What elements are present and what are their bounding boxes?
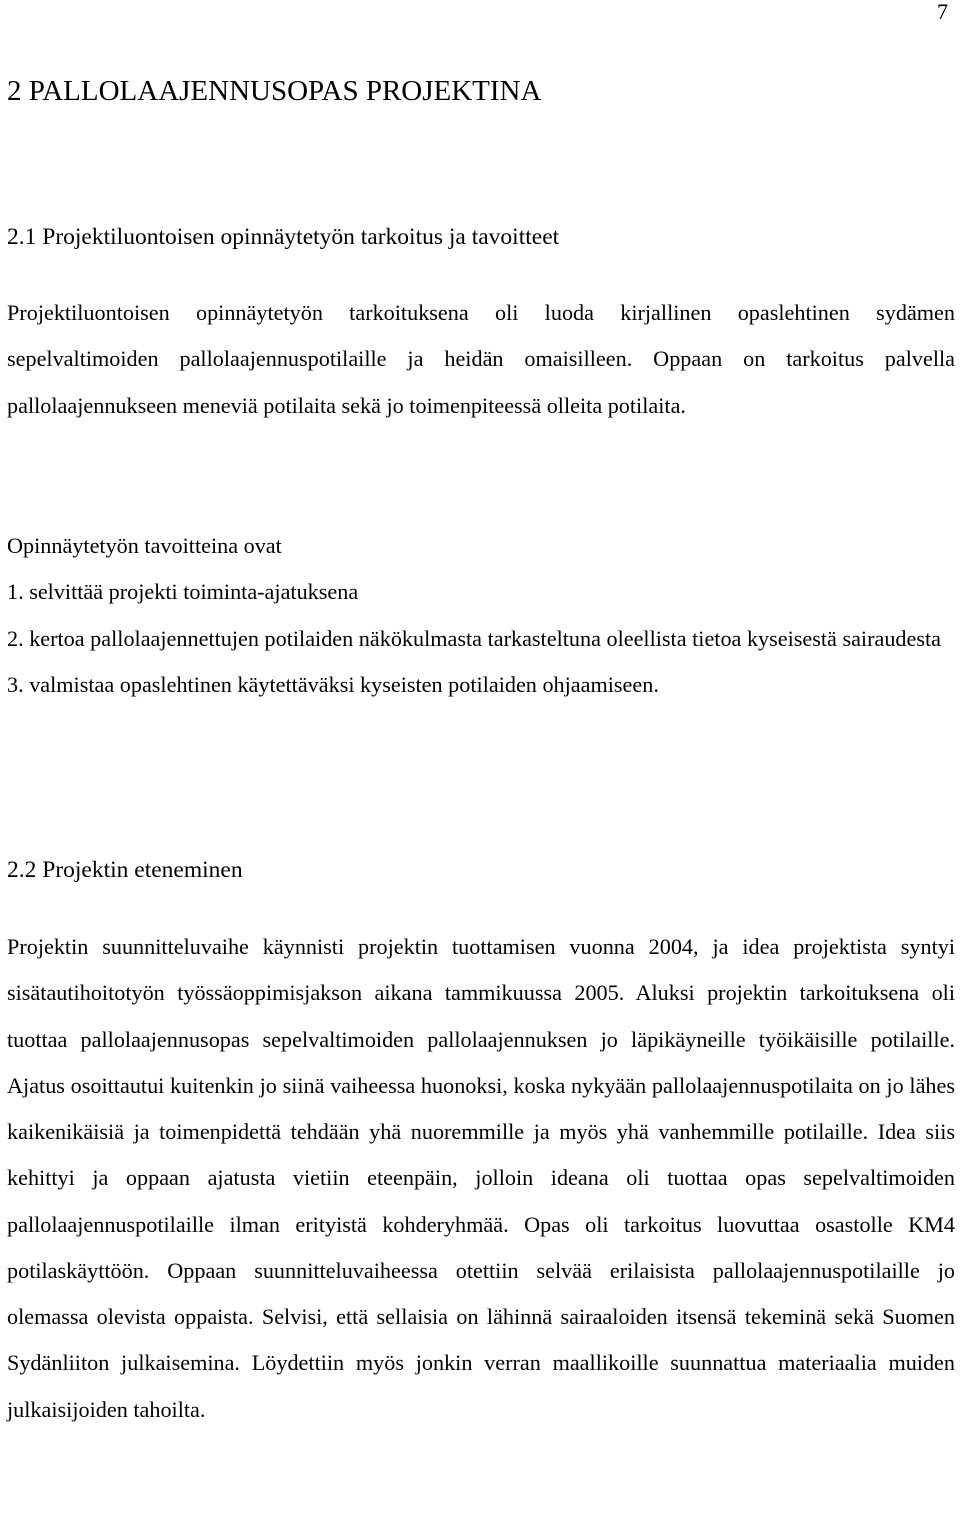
section-title-2-2: 2.2 Projektin eteneminen (7, 857, 243, 883)
section-2-1-paragraph: Projektiluontoisen opinnäytetyön tarkoituksena oli luoda kirjallinen opaslehtinen sydämen sepelvaltimoiden pallolaajennuspotilaille ja heidän omaisilleen. Oppaan on tarkoitus palvella pallolaajennukseen meneviä potilaita sekä jo toimenpiteessä olleita potilaita. (7, 300, 955, 418)
goal-item: 1. selvittää projekti toiminta-ajatuksena (7, 579, 359, 605)
section-2-2-paragraph: Projektin suunnitteluvaihe käynnisti projektin tuottamisen vuonna 2004, ja idea projektista syntyi sisätautihoitotyön työssäoppimisjakson aikana tammikuussa 2005. Aluksi projektin tarkoituksena oli tuottaa pallolaajennusopas sepelvaltimoiden pallolaajennuksen jo läpikäyneille työikäisille potilaille. Ajatus osoittautui kuitenkin jo siinä vaiheessa huonoksi, koska nykyään pallolaajennuspotilaita on jo lähes kaikenikäisiä ja toimenpidettä tehdään yhä nuoremmille ja myös yhä vanhemmille potilaille. Idea siis kehittyi ja oppaan ajatusta vietiin eteenpäin, jolloin ideana oli tuottaa opas sepelvaltimoiden pallolaajennuspotilaille ilman erityistä kohderyhmää. Opas oli tarkoitus luovuttaa osastolle KM4 potilaskäyttöön. Oppaan suunnitteluvaiheessa otettiin selvää erilaisista pallolaajennuspotilaille jo olemassa olevista oppaista. Selvisi, että sellaisia on lähinnä sairaaloiden itsensä tekeminä sekä Suomen Sydänliiton julkaisemina. Löydettiin myös jonkin verran maallikoille suunnattua materiaalia muiden julkaisijoiden tahoilta. (7, 934, 955, 1422)
chapter-title: 2 PALLOLAAJENNUSOPAS PROJEKTINA (7, 75, 542, 107)
goals-intro: Opinnäytetyön tavoitteina ovat (7, 533, 282, 558)
goals-list (7, 523, 955, 708)
section-title-2-1: 2.1 Projektiluontoisen opinnäytetyön tarkoitus ja tavoitteet (7, 224, 560, 250)
goal-item: 3. valmistaa opaslehtinen käytettäväksi kyseisten potilaiden ohjaamiseen. (7, 671, 659, 697)
page-number: 7 (937, 0, 948, 24)
goal-item: 2. kertoa pallolaajennettujen potilaiden näkökulmasta tarkasteltuna oleellista tietoa kyseisestä sairaudesta (7, 625, 942, 651)
